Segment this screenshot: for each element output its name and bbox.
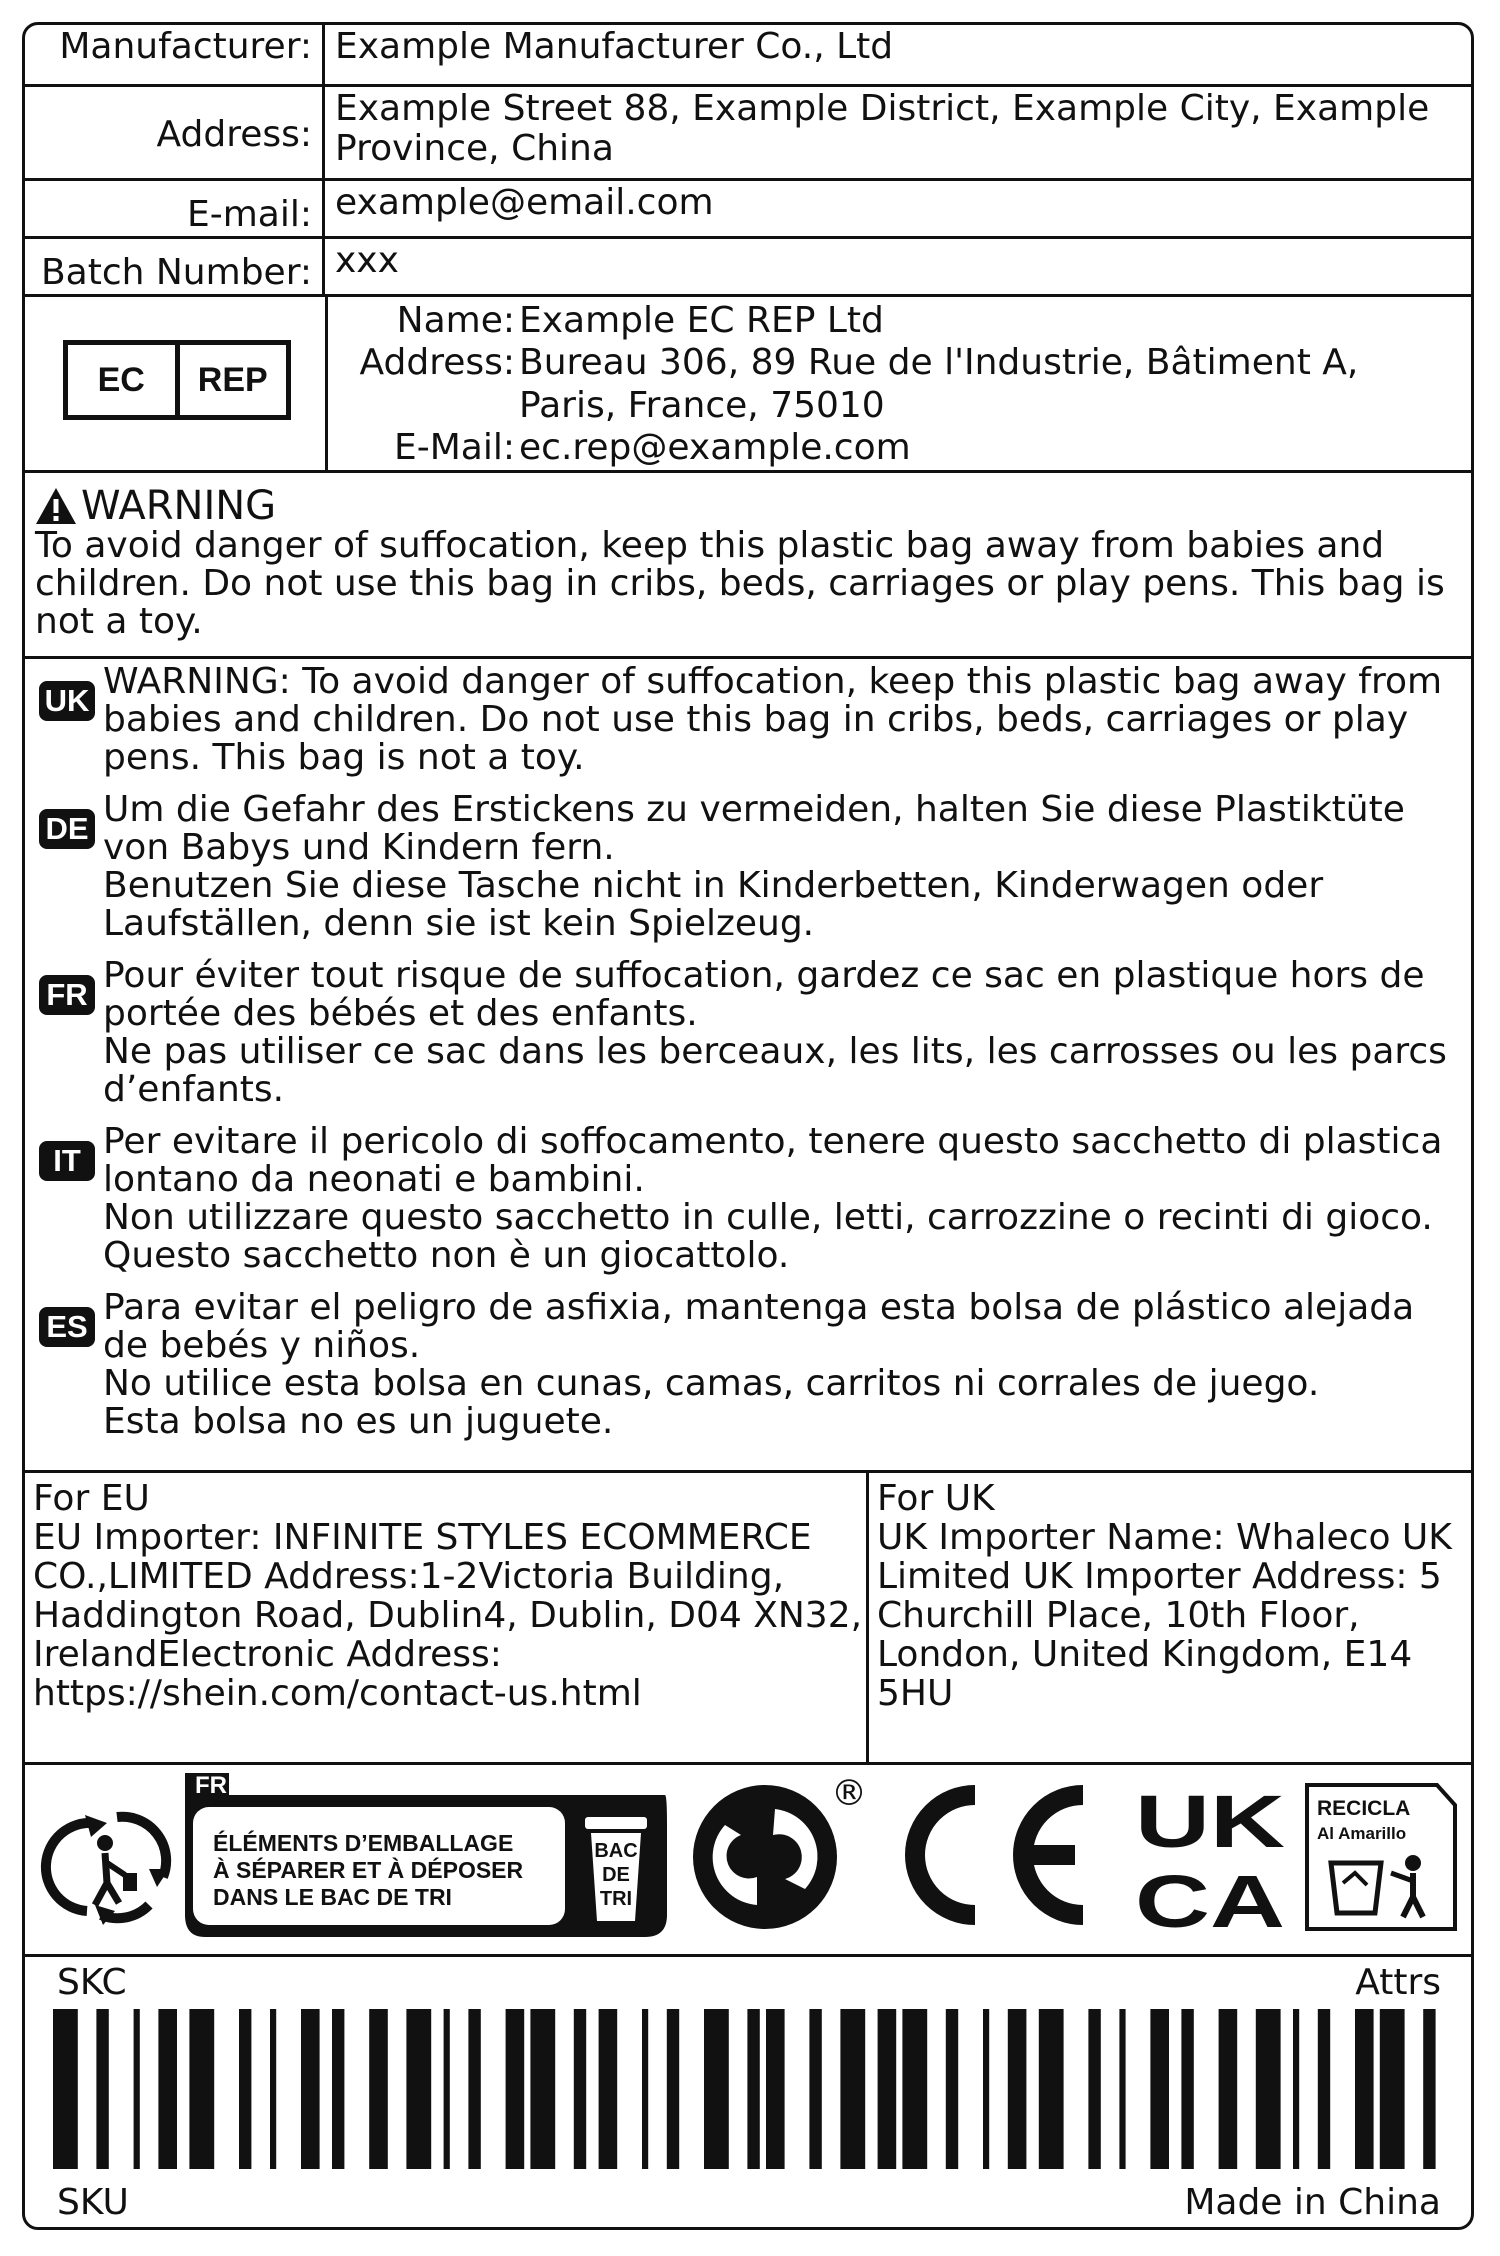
- barcode-bar: [406, 2009, 431, 2169]
- triman-line-2: À SÉPARER ET À DÉPOSER: [213, 1857, 524, 1883]
- translation-line: Non utilizzare questo sacchetto in culle, letti, carrozzine o recinti di gioco. Questo sacchetto non è un giocattolo.: [103, 1197, 1433, 1276]
- translation-text: [103, 1123, 1463, 1275]
- barcode-bar: [574, 2009, 586, 2169]
- recicla-amarillo-icon: [1307, 1785, 1455, 1929]
- ec-rep-section: [25, 297, 1471, 473]
- barcode-bar: [1219, 2009, 1238, 2169]
- ec-rep-address-label: Address:: [359, 342, 515, 384]
- barcode-bar: [134, 2009, 140, 2169]
- symbols-section: [25, 1765, 1471, 1957]
- translation-line: Pour éviter tout risque de suffocation, gardez ce sac en plastique hors de portée des bébés et des enfants.: [103, 955, 1425, 1034]
- address-label: Address:: [25, 87, 325, 178]
- translation-line: No utilice esta bolsa en cunas, camas, carritos ni corrales de juego.: [103, 1363, 1320, 1404]
- translation-line: Ne pas utiliser ce sac dans les berceaux, les lits, les carrosses ou les parcs d’enfants.: [103, 1031, 1447, 1110]
- translation-line: Per evitare il pericolo di soffocamento, tenere questo sacchetto di plastica lontano da neonati e bambini.: [103, 1121, 1443, 1200]
- batch-label: Batch Number:: [25, 239, 325, 294]
- ukca-line-1: UK: [1135, 1780, 1285, 1863]
- registered-mark: ®: [831, 1773, 867, 1814]
- barcode-bar: [1008, 2009, 1027, 2169]
- barcode-bar: [1423, 2009, 1435, 2169]
- address-row: [25, 87, 1471, 181]
- barcode-bar: [840, 2009, 865, 2169]
- barcode-bar: [369, 2009, 388, 2169]
- warning-triangle-icon: [35, 487, 77, 525]
- bin-text-2: DE: [602, 1864, 630, 1886]
- ec-rep-name-label: Name:: [396, 300, 515, 341]
- email-label: E-mail:: [25, 181, 325, 236]
- barcode-bar: [1181, 2009, 1193, 2169]
- translation-uk: [39, 663, 1463, 777]
- warning-section: [25, 473, 1471, 659]
- translation-line: Para evitar el peligro de asfixia, mantenga esta bolsa de plástico alejada de bebés y niños.: [103, 1287, 1415, 1366]
- ce-mark-text: CE: [25, 1765, 27, 1766]
- barcode-bar: [158, 2009, 177, 2169]
- barcode-bar: [599, 2009, 618, 2169]
- ec-rep-address-line1: Bureau 306, 89 Rue de l'Industrie, Bâtiment A,: [519, 342, 1359, 384]
- batch-row: [25, 239, 1471, 297]
- manufacturer-label: Manufacturer:: [25, 25, 325, 84]
- email-value: example@email.com: [335, 182, 714, 223]
- language-badge-fr: FR: [39, 975, 95, 1015]
- translation-line: Esta bolsa no es un juguete.: [103, 1401, 614, 1442]
- barcode-bar: [1150, 2009, 1169, 2169]
- attrs-label: Attrs: [1355, 1962, 1441, 2003]
- translation-line: WARNING: To avoid danger of suffocation, keep this plastic bag away from babies and children. Do not use this bag in cribs, beds, carriages or play pens. This bag is not a toy.: [103, 661, 1443, 778]
- barcode-bar: [189, 2009, 214, 2169]
- ec-rep-email-label: E-Mail:: [394, 426, 515, 468]
- language-badge-es: ES: [39, 1307, 95, 1347]
- barcode-bar: [301, 2009, 320, 2169]
- barcode-bar: [642, 2009, 648, 2169]
- ukca-line-2: CA: [1135, 1860, 1285, 1943]
- translation-text: [103, 957, 1463, 1109]
- barcode: [53, 2009, 1443, 2169]
- warning-heading: [35, 485, 1461, 527]
- triman-info-block: [185, 1772, 667, 1937]
- importers-section: [25, 1473, 1471, 1765]
- barcode-bar: [1088, 2009, 1100, 2169]
- triman-line-1: ÉLÉMENTS D’EMBALLAGE: [213, 1830, 514, 1856]
- address-value: Example Street 88, Example District, Example City, Example Province, China: [335, 88, 1430, 169]
- barcode-bar: [1119, 2009, 1125, 2169]
- manufacturer-row: [25, 25, 1471, 87]
- barcode-bar: [747, 2009, 759, 2169]
- barcode-bar: [766, 2009, 785, 2169]
- barcode-bar: [667, 2009, 679, 2169]
- ec-symbol-text: EC: [68, 345, 180, 415]
- ec-rep-symbol: [63, 340, 291, 420]
- barcode-bar: [809, 2009, 821, 2169]
- bin-text-3: TRI: [599, 1888, 633, 1910]
- barcode-bar: [444, 2009, 450, 2169]
- barcode-bar: [506, 2009, 525, 2169]
- barcode-bar: [1380, 2009, 1405, 2169]
- barcode-bar: [332, 2009, 344, 2169]
- ukca-mark-icon: [1135, 1780, 1285, 1943]
- barcode-bar: [902, 2009, 927, 2169]
- barcode-section: [25, 1957, 1471, 2230]
- eu-heading: For EU: [33, 1478, 150, 1519]
- green-dot-icon: [693, 1773, 867, 1929]
- skc-label: SKC: [57, 1962, 127, 2003]
- product-label: [22, 22, 1474, 2230]
- uk-importer-block: [869, 1473, 1471, 1762]
- uk-heading: For UK: [877, 1478, 995, 1519]
- sku-label: SKU: [57, 2182, 129, 2223]
- manufacturer-value: Example Manufacturer Co., Ltd: [335, 26, 894, 67]
- barcode-bar: [704, 2009, 729, 2169]
- eu-importer-block: [25, 1473, 869, 1762]
- translation-de: [39, 791, 1463, 943]
- warning-text: To avoid danger of suffocation, keep this plastic bag away from babies and children. Do not use this bag in cribs, beds, carriages or play pens. This bag is not a toy.: [35, 525, 1445, 642]
- triman-line-3: DANS LE BAC DE TRI: [213, 1884, 452, 1910]
- barcode-bar: [1256, 2009, 1281, 2169]
- barcode-bar: [1039, 2009, 1064, 2169]
- recicla-line-2: Al Amarillo: [1317, 1824, 1407, 1843]
- translation-text: [103, 663, 1463, 777]
- barcode-bar: [878, 2009, 897, 2169]
- made-in-label: Made in China: [1184, 2182, 1441, 2223]
- recicla-line-1: RECICLA: [1317, 1797, 1411, 1820]
- ec-rep-email: ec.rep@example.com: [519, 426, 911, 468]
- barcode-bar: [1318, 2009, 1330, 2169]
- translations-section: [25, 659, 1471, 1473]
- batch-value: xxx: [335, 240, 399, 281]
- warning-title: WARNING: [81, 483, 277, 529]
- barcode-bar: [1355, 2009, 1374, 2169]
- language-badge-it: IT: [39, 1141, 95, 1181]
- eu-importer-text: EU Importer: INFINITE STYLES ECOMMERCE CO.,LIMITED Address:1-2Victoria Building, Haddington Road, Dublin4, Dublin, D04 XN32, IrelandElectronic Address: https://shein.com/contact-us.html: [33, 1517, 863, 1714]
- language-badge-de: DE: [39, 809, 95, 849]
- barcode-bar: [1293, 2009, 1299, 2169]
- translations-list: [39, 663, 1463, 1441]
- barcode-bar: [239, 2009, 251, 2169]
- translation-line: Um die Gefahr des Erstickens zu vermeiden, halten Sie diese Plastiktüte von Babys und Kindern fern.: [103, 789, 1405, 868]
- barcode-bar: [946, 2009, 958, 2169]
- symbols-strip: [25, 1765, 1471, 1954]
- translation-it: [39, 1123, 1463, 1275]
- barcode-bar: [96, 2009, 108, 2169]
- translation-text: [103, 791, 1463, 943]
- translation-es: [39, 1289, 1463, 1441]
- rep-symbol-text: REP: [197, 360, 268, 399]
- language-badge-uk: UK: [39, 681, 95, 721]
- ec-rep-address-line2: Paris, France, 75010: [519, 384, 885, 426]
- barcode-bar: [468, 2009, 480, 2169]
- bin-text-1: BAC: [594, 1840, 638, 1862]
- translation-fr: [39, 957, 1463, 1109]
- barcode-bar: [983, 2009, 989, 2169]
- fr-tag: FR: [195, 1772, 227, 1799]
- barcode-bar: [270, 2009, 276, 2169]
- translation-text: [103, 1289, 1463, 1441]
- barcode-bar: [530, 2009, 555, 2169]
- barcode-bar: [53, 2009, 78, 2169]
- tidyman-recycle-icon: [46, 1815, 169, 1925]
- translation-line: Benutzen Sie diese Tasche nicht in Kinderbetten, Kinderwagen oder Laufställen, denn sie ist kein Spielzeug.: [103, 865, 1324, 944]
- ec-rep-details: [325, 297, 1471, 470]
- ec-rep-name: Example EC REP Ltd: [519, 300, 884, 341]
- email-row: [25, 181, 1471, 239]
- uk-importer-text: UK Importer Name: Whaleco UK Limited UK Importer Address: 5 Churchill Place, 10th Floor, London, United Kingdom, E14 5HU: [877, 1517, 1452, 1714]
